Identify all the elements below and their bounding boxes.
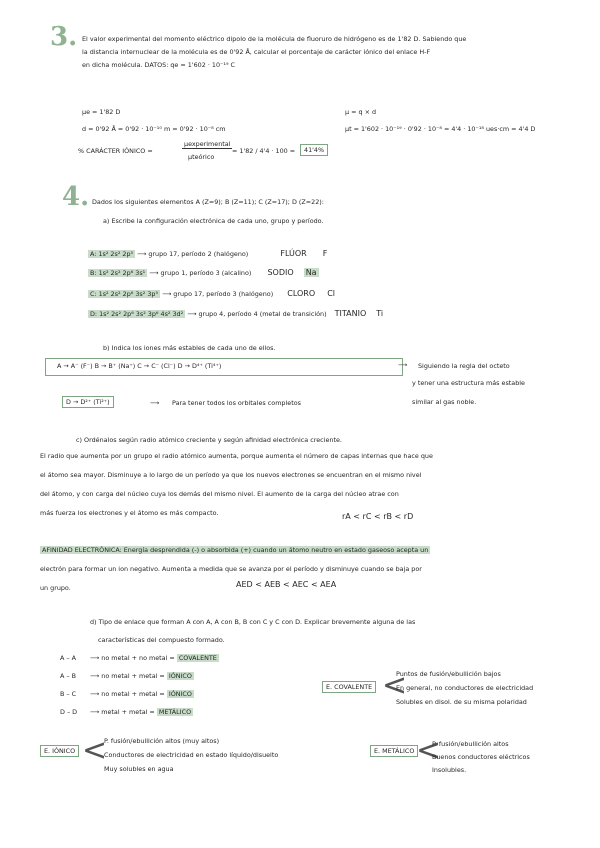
bond-desc: metal + metal =	[101, 708, 155, 716]
config-row: D: 1s² 2s² 2p⁶ 3s² 3p⁶ 4s² 3d² ⟶ grupo 4, período 4 (metal de transición) TITANIO Ti	[90, 309, 384, 318]
ionic-prop: P. fusión/ebullición altos (muy altos)	[104, 737, 220, 745]
config-row: A: 1s² 2s² 2p⁵ ⟶ grupo 17, período 2 (halógeno) FLÚOR F	[90, 249, 328, 258]
bond-desc: no metal + metal =	[101, 672, 165, 680]
config-electrons: B: 1s² 2s² 2p⁶ 3s¹	[90, 269, 146, 277]
question-4-number: 4.	[62, 182, 90, 212]
ions-arrow: ⟶	[398, 361, 408, 369]
bond-type: COVALENTE	[178, 654, 217, 662]
q3-percent-result: 41'4%	[300, 144, 328, 156]
affinity-line3: un grupo.	[40, 584, 71, 592]
config-info: grupo 17, período 3 (halógeno)	[173, 290, 274, 298]
affinity-order: AED < AEB < AEC < AEA	[236, 580, 337, 589]
metallic-label: E. METÁLICO	[370, 745, 418, 757]
config-info: grupo 17, período 2 (halógeno)	[148, 250, 249, 258]
q3-distance: d = 0'92 Å = 0'92 · 10⁻¹⁰ m = 0'92 · 10⁻⁸ cm	[82, 125, 226, 133]
element-name: TITANIO	[334, 309, 367, 318]
metallic-prop: Buenos conductores eléctricos	[432, 753, 530, 761]
ions-note-line3: similar al gas noble.	[412, 398, 477, 406]
q3-percent-numerator: μexperimental	[184, 140, 231, 148]
q4-part-a-title: a) Escribe la configuración electrónica de cada uno, grupo y período.	[103, 217, 324, 225]
covalent-prop: Solubles en disol. de su misma polaridad	[396, 698, 527, 706]
config-electrons: A: 1s² 2s² 2p⁵	[90, 250, 134, 258]
element-symbol: Na	[305, 268, 317, 277]
radius-order: rA < rC < rB < rD	[342, 512, 414, 521]
q4-part-b-title: b) Indica los iones más estables de cada uno de ellos.	[103, 344, 276, 352]
ions-note-line2: y tener una estructura más estable	[412, 379, 525, 387]
metallic-prop: Insolubles.	[432, 766, 467, 774]
part-c-line1: El radio que aumenta por un grupo el radio atómico aumenta, porque aumenta el número de capas internas que hace que	[40, 452, 433, 460]
ions-note-line1: Siguiendo la regla del octeto	[418, 362, 510, 370]
bond-row: A – A ⟶ no metal + no metal = COVALENTE	[60, 654, 217, 662]
d-ion-note: Para tener todos los orbitales completos	[172, 399, 301, 407]
part-c-line2: el átomo sea mayor. Disminuye a lo largo de un período ya que los nuevos electrones se encuentran en el mismo nivel	[40, 471, 422, 479]
d-ion-box: D → D²⁺ (Ti²⁺)	[62, 396, 114, 408]
config-row: B: 1s² 2s² 2p⁶ 3s¹ ⟶ grupo 1, período 3 (alcalino) SODIO Na	[90, 268, 317, 277]
bond-type: METÁLICO	[158, 708, 192, 716]
ions-line: A → A⁻ (F⁻) B → B⁺ (Na⁺) C → C⁻ (Cl⁻) D → D⁴⁺ (Ti⁴⁺)	[57, 362, 222, 370]
affinity-line2: electrón para formar un ion negativo. Aumenta a medida que se avanza por el período y disminuye cuando se baja por	[40, 565, 422, 573]
metallic-prop: P. fusión/ebullición altos	[432, 740, 509, 748]
ions-box	[45, 358, 403, 376]
bond-row: D – D ⟶ metal + metal = METÁLICO	[60, 708, 192, 716]
element-symbol: F	[322, 249, 328, 258]
q3-statement-line3: en dicha molécula. DATOS: qe = 1'602 · 10⁻¹⁹ C	[82, 61, 236, 69]
bond-desc: no metal + metal =	[101, 690, 165, 698]
element-name: SODIO	[267, 268, 294, 277]
bond-pair: A – A	[60, 654, 77, 662]
element-symbol: Ti	[376, 309, 384, 318]
config-electrons: D: 1s² 2s² 2p⁶ 3s² 3p⁶ 4s² 3d²	[90, 310, 184, 318]
q4-part-d-title-line2: características del compuesto formado.	[98, 636, 225, 644]
q3-mu-theoretical: μt = 1'602 · 10⁻¹⁹ · 0'92 · 10⁻⁸ = 4'4 · 10⁻¹⁸ ues·cm = 4'4 D	[345, 125, 536, 133]
q4-part-c-title: c) Ordénalos según radio atómico creciente y según afinidad electrónica creciente.	[76, 436, 342, 444]
d-ion-arrow: ⟶	[150, 399, 160, 407]
bond-type: IÓNICO	[168, 672, 192, 680]
q3-percent-denominator: μteórico	[188, 153, 215, 161]
q3-statement-line1: El valor experimental del momento eléctrico dipolo de la molécula de fluoruro de hidrógeno es de 1'82 D. Sabiendo que	[82, 35, 467, 43]
config-info: grupo 4, período 4 (metal de transición)	[198, 310, 327, 318]
q4-statement: Dados los siguientes elementos A (Z=9); B (Z=11); C (Z=17); D (Z=22):	[92, 198, 324, 206]
part-c-line3: del átomo, y con carga del núcleo cuya los demás del mismo nivel. El aumento de la carga del núcleo atrae con	[40, 490, 399, 498]
q4-part-d-title-line1: d) Tipo de enlace que forman A con A, A con B, B con C y C con D. Explicar brevemente alguna de las	[90, 618, 416, 626]
covalent-prop: En general, no conductores de electricidad	[396, 684, 534, 692]
covalent-label: E. COVALENTE	[322, 681, 376, 693]
bond-row: A – B ⟶ no metal + metal = IÓNICO	[60, 672, 192, 680]
q3-mu-experimental: μe = 1'82 D	[82, 108, 121, 116]
element-name: CLORO	[287, 289, 316, 298]
part-c-line4: más fuerza los electrones y el átomo es más compacto.	[40, 509, 219, 517]
element-name: FLÚOR	[280, 249, 307, 258]
q3-percent-calc: = 1'82 / 4'4 · 100 =	[232, 147, 296, 155]
ionic-brace: <	[82, 733, 108, 768]
config-info: grupo 1, período 3 (alcalino)	[160, 269, 252, 277]
bond-pair: A – B	[60, 672, 77, 680]
q3-statement-line2: la distancia internuclear de la molécula es de 0'92 Å, calcular el porcentaje de carácter iónico del enlace H-F	[82, 48, 431, 56]
affinity-line1	[40, 546, 430, 554]
bond-pair: B – C	[60, 690, 77, 698]
config-electrons: C: 1s² 2s² 2p⁶ 3s² 3p⁵	[90, 290, 159, 298]
q3-percent-label: % CARÁCTER IÓNICO =	[78, 147, 153, 155]
config-row: C: 1s² 2s² 2p⁶ 3s² 3p⁵ ⟶ grupo 17, período 3 (halógeno) CLORO Cl	[90, 289, 336, 298]
bond-type: IÓNICO	[168, 690, 192, 698]
element-symbol: Cl	[327, 289, 336, 298]
q3-mu-formula: μ = q × d	[345, 108, 377, 116]
ionic-label: E. IÓNICO	[40, 745, 79, 757]
bond-pair: D – D	[60, 708, 78, 716]
question-3-number: 3.	[50, 22, 78, 52]
metallic-brace: <	[416, 733, 442, 768]
bond-desc: no metal + no metal =	[101, 654, 175, 662]
covalent-brace: <	[382, 668, 408, 703]
ionic-prop: Muy solubles en agua	[104, 765, 174, 773]
ionic-prop: Conductores de electricidad en estado líquido/disuelto	[104, 751, 279, 759]
affinity-text: AFINIDAD ELECTRÓNICA: Energía desprendida (-) o absorbida (+) cuando un átomo neutro en estado gaseoso acepta un	[42, 546, 429, 554]
covalent-prop: Puntos de fusión/ebullición bajos	[396, 670, 501, 678]
bond-row: B – C ⟶ no metal + metal = IÓNICO	[60, 690, 192, 698]
